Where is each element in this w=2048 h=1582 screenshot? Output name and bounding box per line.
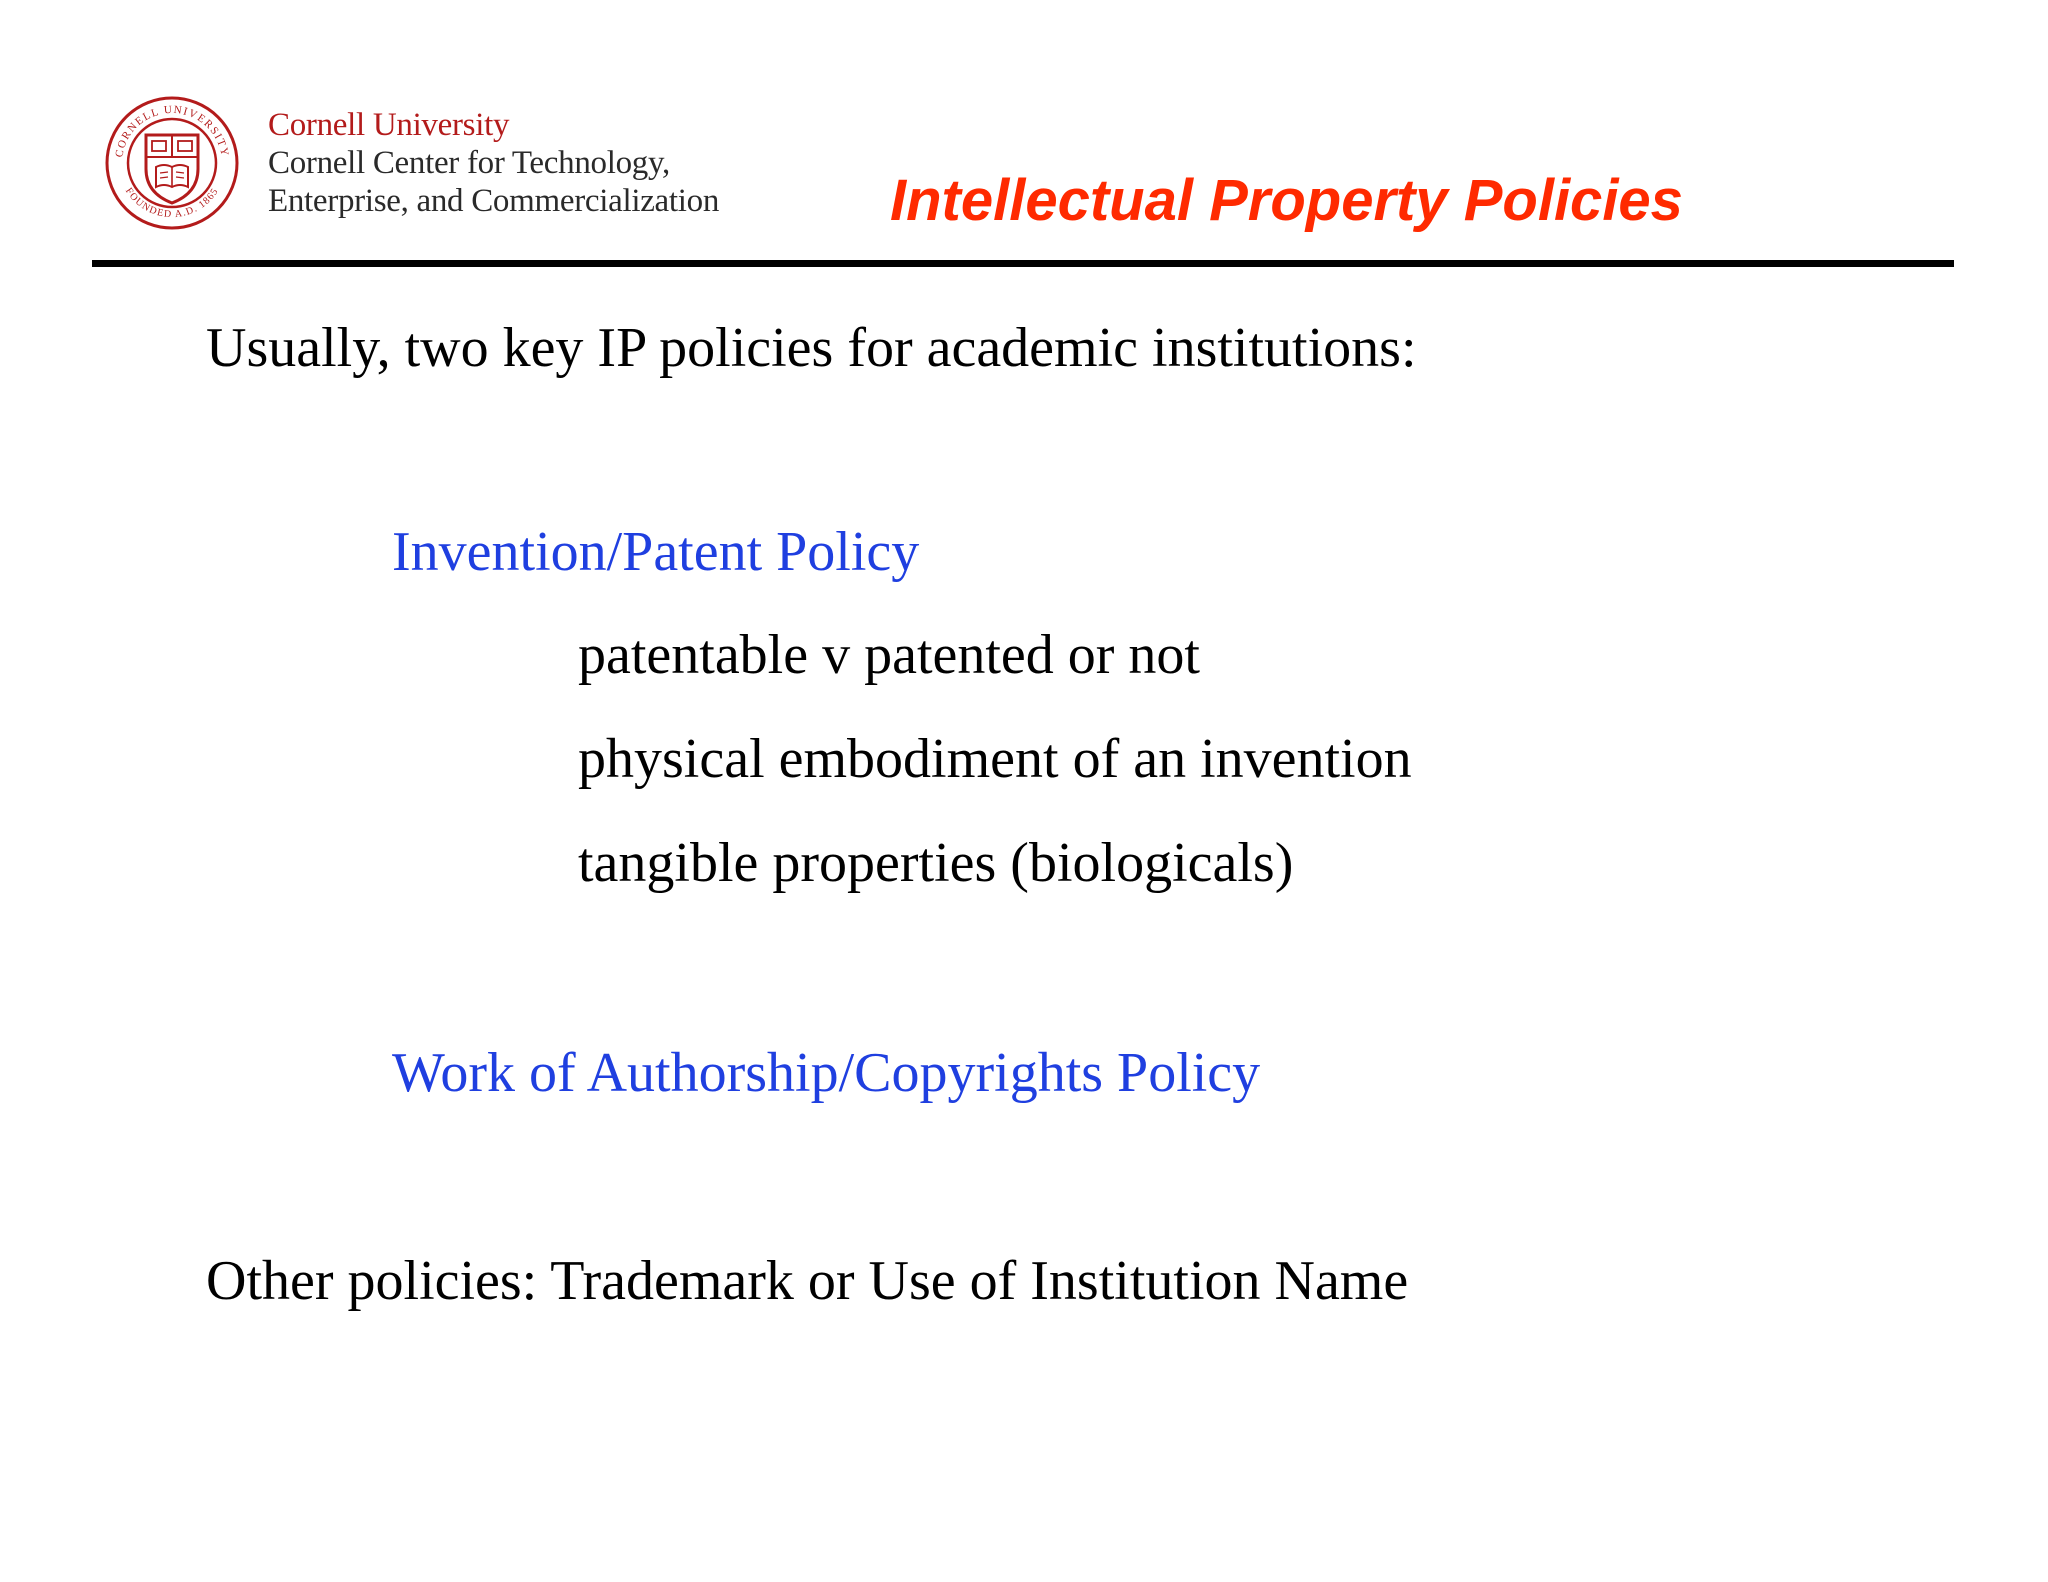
cornell-seal-icon [104,95,240,231]
policy-heading-patent: Invention/Patent Policy [392,521,920,583]
org-name-center-line2: Enterprise, and Commercialization [268,183,720,219]
org-name-block [268,106,719,220]
policy-item-physical-embodiment: physical embodiment of an invention [578,728,1412,790]
policy-item-patentable: patentable v patented or not [578,624,1200,686]
intro-text: Usually, two key IP policies for academic institutions: [206,317,1417,379]
header-divider [92,260,1954,267]
org-name-university: Cornell University [268,107,510,143]
policy-item-tangible-properties: tangible properties (biologicals) [578,832,1294,894]
svg-text:CORNELL UNIVERSITY: CORNELL UNIVERSITY [113,103,231,159]
slide-title: Intellectual Property Policies [890,168,1683,233]
other-policies-text: Other policies: Trademark or Use of Institution Name [206,1250,1409,1312]
svg-text:FOUNDED A.D. 1865: FOUNDED A.D. 1865 [122,185,222,221]
policy-heading-copyright: Work of Authorship/Copyrights Policy [392,1042,1261,1104]
org-name-center-line1: Cornell Center for Technology, [268,145,671,181]
